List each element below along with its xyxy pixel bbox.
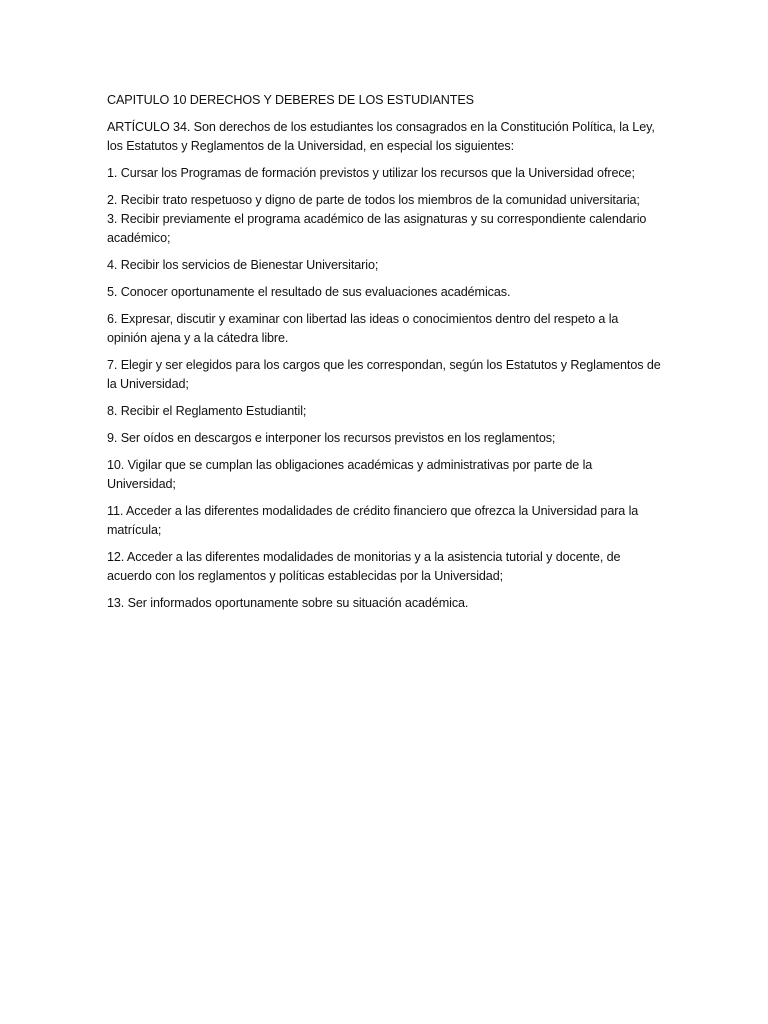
list-item bbox=[107, 256, 667, 275]
list-item-line: 10. Vigilar que se cumplan las obligaciones académicas y administrativas por parte de la bbox=[107, 458, 593, 472]
list-item-line: Universidad; bbox=[107, 477, 176, 491]
list-item-line: 9. Ser oídos en descargos e interponer los recursos previstos en los reglamentos; bbox=[107, 431, 556, 445]
list-item-line: opinión ajena y a la cátedra libre. bbox=[107, 331, 289, 345]
list-item bbox=[107, 164, 667, 183]
list-item-line: 5. Conocer oportunamente el resultado de sus evaluaciones académicas. bbox=[107, 285, 511, 299]
list-item bbox=[107, 402, 667, 421]
list-item bbox=[107, 429, 667, 448]
list-item bbox=[107, 548, 667, 586]
list-item-line: 13. Ser informados oportunamente sobre su situación académica. bbox=[107, 596, 469, 610]
list-item bbox=[107, 310, 667, 348]
list-item-line: académico; bbox=[107, 231, 171, 245]
list-item-line: 11. Acceder a las diferentes modalidades de crédito financiero que ofrezca la Universidad para la bbox=[107, 504, 639, 518]
list-item-line: 4. Recibir los servicios de Bienestar Universitario; bbox=[107, 258, 379, 272]
document-content bbox=[107, 91, 667, 621]
list-item-line: 8. Recibir el Reglamento Estudiantil; bbox=[107, 404, 307, 418]
list-item-line: 6. Expresar, discutir y examinar con libertad las ideas o conocimientos dentro del respeto a la bbox=[107, 312, 619, 326]
list-item-line: 12. Acceder a las diferentes modalidades de monitorias y a la asistencia tutorial y docente, de bbox=[107, 550, 621, 564]
list-item bbox=[107, 502, 667, 540]
list-item-line: la Universidad; bbox=[107, 377, 189, 391]
list-item bbox=[107, 191, 667, 248]
list-item-line: 7. Elegir y ser elegidos para los cargos que les correspondan, según los Estatutos y Reglamentos de bbox=[107, 358, 661, 372]
list-item-line: 1. Cursar los Programas de formación previstos y utilizar los recursos que la Universidad ofrece; bbox=[107, 166, 635, 180]
article-intro-line: ARTÍCULO 34. Son derechos de los estudiantes los consagrados en la Constitución Política, la Ley, bbox=[107, 120, 655, 134]
list-item bbox=[107, 594, 667, 613]
chapter-heading: CAPITULO 10 DERECHOS Y DEBERES DE LOS ESTUDIANTES bbox=[107, 93, 474, 107]
list-item bbox=[107, 283, 667, 302]
article-intro-line: los Estatutos y Reglamentos de la Universidad, en especial los siguientes: bbox=[107, 139, 515, 153]
list-item-line: matrícula; bbox=[107, 523, 162, 537]
article-intro bbox=[107, 118, 667, 156]
list-item bbox=[107, 456, 667, 494]
list-item bbox=[107, 356, 667, 394]
list-item-line: acuerdo con los reglamentos y políticas establecidas por la Universidad; bbox=[107, 569, 504, 583]
list-item-line: 2. Recibir trato respetuoso y digno de parte de todos los miembros de la comunidad universitaria; bbox=[107, 193, 640, 207]
list-item-line: 3. Recibir previamente el programa académico de las asignaturas y su correspondiente calendario bbox=[107, 212, 647, 226]
